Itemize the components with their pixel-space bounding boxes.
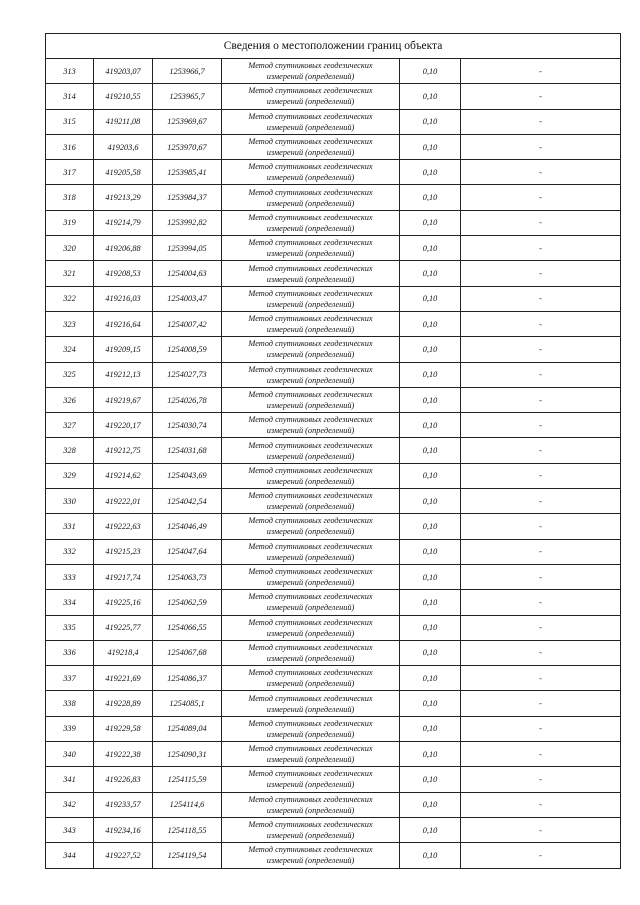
- table-row: [46, 539, 621, 564]
- method-cell: [222, 236, 400, 261]
- title-row: [46, 34, 621, 59]
- table-row: [46, 236, 621, 261]
- table-row: [46, 210, 621, 235]
- coord-y-cell: 1254090,31: [153, 742, 222, 767]
- method-line-1: Метод спутниковых геодезических: [248, 769, 373, 779]
- table-row: [46, 716, 621, 741]
- coord-y-cell: 1254115,59: [153, 767, 222, 792]
- table-row: [46, 311, 621, 336]
- coord-y-cell: 1254114,6: [153, 792, 222, 817]
- coord-x-cell: 419203,07: [94, 59, 153, 84]
- table-row: [46, 438, 621, 463]
- point-number-cell: 316: [46, 134, 94, 159]
- point-number-cell: 335: [46, 615, 94, 640]
- method-line-2: измерений (определений): [266, 502, 355, 512]
- method-cell: [222, 489, 400, 514]
- method-line-1: Метод спутниковых геодезических: [248, 642, 373, 652]
- description-cell: -: [461, 109, 621, 134]
- method-line-1: Метод спутниковых геодезических: [248, 288, 373, 298]
- accuracy-cell: 0,10: [400, 185, 461, 210]
- description-cell: -: [461, 311, 621, 336]
- accuracy-cell: 0,10: [400, 261, 461, 286]
- coord-x-cell: 419226,83: [94, 767, 153, 792]
- description-cell: -: [461, 463, 621, 488]
- table-row: [46, 590, 621, 615]
- accuracy-cell: 0,10: [400, 792, 461, 817]
- method-cell: [222, 134, 400, 159]
- method-cell: [222, 286, 400, 311]
- point-number-cell: 317: [46, 160, 94, 185]
- coord-y-cell: 1253994,05: [153, 236, 222, 261]
- method-cell: [222, 691, 400, 716]
- method-line-1: Метод спутниковых геодезических: [248, 845, 373, 855]
- coord-y-cell: 1253984,37: [153, 185, 222, 210]
- method-line-2: измерений (определений): [266, 426, 355, 436]
- method-line-1: Метод спутниковых геодезических: [248, 491, 373, 501]
- method-cell: [222, 362, 400, 387]
- method-line-2: измерений (определений): [266, 299, 355, 309]
- point-number-cell: 324: [46, 337, 94, 362]
- point-number-cell: 339: [46, 716, 94, 741]
- table-title: Сведения о местоположении границ объекта: [46, 34, 621, 59]
- accuracy-cell: 0,10: [400, 337, 461, 362]
- method-line-1: Метод спутниковых геодезических: [248, 465, 373, 475]
- method-cell: [222, 261, 400, 286]
- method-cell: [222, 716, 400, 741]
- coord-y-cell: 1253985,41: [153, 160, 222, 185]
- table-row: [46, 362, 621, 387]
- method-line-2: измерений (определений): [266, 856, 355, 866]
- coord-x-cell: 419222,01: [94, 489, 153, 514]
- description-cell: -: [461, 817, 621, 842]
- method-line-2: измерений (определений): [266, 628, 355, 638]
- method-cell: [222, 817, 400, 842]
- coord-x-cell: 419228,89: [94, 691, 153, 716]
- point-number-cell: 313: [46, 59, 94, 84]
- method-cell: [222, 463, 400, 488]
- table-row: [46, 615, 621, 640]
- point-number-cell: 338: [46, 691, 94, 716]
- coord-y-cell: 1253965,7: [153, 84, 222, 109]
- description-cell: -: [461, 590, 621, 615]
- method-cell: [222, 59, 400, 84]
- coord-x-cell: 419222,63: [94, 514, 153, 539]
- coord-y-cell: 1254026,78: [153, 387, 222, 412]
- coord-y-cell: 1253966,7: [153, 59, 222, 84]
- description-cell: -: [461, 564, 621, 589]
- coord-y-cell: 1254066,55: [153, 615, 222, 640]
- point-number-cell: 332: [46, 539, 94, 564]
- method-cell: [222, 742, 400, 767]
- description-cell: -: [461, 210, 621, 235]
- coord-x-cell: 419219,67: [94, 387, 153, 412]
- coord-x-cell: 419212,75: [94, 438, 153, 463]
- description-cell: -: [461, 615, 621, 640]
- coord-x-cell: 419212,13: [94, 362, 153, 387]
- method-line-2: измерений (определений): [266, 578, 355, 588]
- accuracy-cell: 0,10: [400, 742, 461, 767]
- method-cell: [222, 590, 400, 615]
- coord-x-cell: 419208,53: [94, 261, 153, 286]
- description-cell: -: [461, 362, 621, 387]
- method-line-2: измерений (определений): [266, 198, 355, 208]
- method-cell: [222, 413, 400, 438]
- coord-y-cell: 1254031,68: [153, 438, 222, 463]
- coord-x-cell: 419225,77: [94, 615, 153, 640]
- accuracy-cell: 0,10: [400, 767, 461, 792]
- point-number-cell: 325: [46, 362, 94, 387]
- description-cell: -: [461, 185, 621, 210]
- coord-y-cell: 1253992,82: [153, 210, 222, 235]
- table-row: [46, 109, 621, 134]
- method-line-1: Метод спутниковых геодезических: [248, 86, 373, 96]
- method-cell: [222, 387, 400, 412]
- description-cell: -: [461, 337, 621, 362]
- description-cell: -: [461, 514, 621, 539]
- table-row: [46, 666, 621, 691]
- coord-y-cell: 1254004,63: [153, 261, 222, 286]
- point-number-cell: 318: [46, 185, 94, 210]
- method-line-1: Метод спутниковых геодезических: [248, 137, 373, 147]
- method-cell: [222, 615, 400, 640]
- accuracy-cell: 0,10: [400, 640, 461, 665]
- accuracy-cell: 0,10: [400, 413, 461, 438]
- table-row: [46, 337, 621, 362]
- method-line-1: Метод спутниковых геодезических: [248, 617, 373, 627]
- coord-y-cell: 1254062,59: [153, 590, 222, 615]
- table-row: [46, 817, 621, 842]
- coord-y-cell: 1254047,64: [153, 539, 222, 564]
- coord-x-cell: 419205,58: [94, 160, 153, 185]
- point-number-cell: 333: [46, 564, 94, 589]
- method-cell: [222, 210, 400, 235]
- method-line-2: измерений (определений): [266, 704, 355, 714]
- method-line-1: Метод спутниковых геодезических: [248, 440, 373, 450]
- method-line-2: измерений (определений): [266, 173, 355, 183]
- method-line-2: измерений (определений): [266, 755, 355, 765]
- coord-x-cell: 419211,08: [94, 109, 153, 134]
- point-number-cell: 337: [46, 666, 94, 691]
- table-row: [46, 742, 621, 767]
- description-cell: -: [461, 261, 621, 286]
- method-cell: [222, 84, 400, 109]
- description-cell: -: [461, 767, 621, 792]
- description-cell: -: [461, 387, 621, 412]
- method-line-1: Метод спутниковых геодезических: [248, 364, 373, 374]
- coord-x-cell: 419233,57: [94, 792, 153, 817]
- accuracy-cell: 0,10: [400, 539, 461, 564]
- coord-y-cell: 1254007,42: [153, 311, 222, 336]
- method-line-1: Метод спутниковых геодезических: [248, 187, 373, 197]
- table-row: [46, 261, 621, 286]
- point-number-cell: 341: [46, 767, 94, 792]
- coord-y-cell: 1254042,54: [153, 489, 222, 514]
- point-number-cell: 340: [46, 742, 94, 767]
- point-number-cell: 343: [46, 817, 94, 842]
- method-line-2: измерений (определений): [266, 223, 355, 233]
- coord-x-cell: 419203,6: [94, 134, 153, 159]
- method-line-1: Метод спутниковых геодезических: [248, 314, 373, 324]
- point-number-cell: 328: [46, 438, 94, 463]
- accuracy-cell: 0,10: [400, 387, 461, 412]
- point-number-cell: 344: [46, 843, 94, 868]
- coord-y-cell: 1254008,59: [153, 337, 222, 362]
- point-number-cell: 326: [46, 387, 94, 412]
- description-cell: -: [461, 160, 621, 185]
- coord-x-cell: 419209,15: [94, 337, 153, 362]
- coord-x-cell: 419222,38: [94, 742, 153, 767]
- accuracy-cell: 0,10: [400, 843, 461, 868]
- coord-x-cell: 419214,62: [94, 463, 153, 488]
- boundary-points-sheet: [45, 33, 620, 869]
- description-cell: -: [461, 134, 621, 159]
- accuracy-cell: 0,10: [400, 84, 461, 109]
- description-cell: -: [461, 236, 621, 261]
- method-line-1: Метод спутниковых геодезических: [248, 263, 373, 273]
- method-line-2: измерений (определений): [266, 97, 355, 107]
- point-number-cell: 331: [46, 514, 94, 539]
- table-row: [46, 286, 621, 311]
- method-cell: [222, 160, 400, 185]
- coord-x-cell: 419210,55: [94, 84, 153, 109]
- method-cell: [222, 185, 400, 210]
- method-line-2: измерений (определений): [266, 401, 355, 410]
- method-line-2: измерений (определений): [266, 653, 355, 663]
- point-number-cell: 327: [46, 413, 94, 438]
- accuracy-cell: 0,10: [400, 160, 461, 185]
- method-line-1: Метод спутниковых геодезических: [248, 61, 373, 71]
- table-body: [46, 34, 621, 869]
- method-line-2: измерений (определений): [266, 249, 355, 259]
- description-cell: -: [461, 716, 621, 741]
- method-cell: [222, 337, 400, 362]
- method-line-2: измерений (определений): [266, 679, 355, 689]
- coord-y-cell: 1254086,37: [153, 666, 222, 691]
- method-line-1: Метод спутниковых геодезических: [248, 111, 373, 121]
- description-cell: -: [461, 640, 621, 665]
- method-line-2: измерений (определений): [266, 451, 355, 461]
- method-cell: [222, 640, 400, 665]
- coord-y-cell: 1254089,04: [153, 716, 222, 741]
- method-cell: [222, 666, 400, 691]
- coord-x-cell: 419218,4: [94, 640, 153, 665]
- accuracy-cell: 0,10: [400, 817, 461, 842]
- accuracy-cell: 0,10: [400, 109, 461, 134]
- coord-x-cell: 419229,58: [94, 716, 153, 741]
- point-number-cell: 342: [46, 792, 94, 817]
- table-row: [46, 489, 621, 514]
- accuracy-cell: 0,10: [400, 311, 461, 336]
- method-line-2: измерений (определений): [266, 527, 355, 537]
- method-line-2: измерений (определений): [266, 72, 355, 82]
- accuracy-cell: 0,10: [400, 210, 461, 235]
- method-line-1: Метод спутниковых геодезических: [248, 339, 373, 349]
- coord-x-cell: 419216,03: [94, 286, 153, 311]
- method-cell: [222, 109, 400, 134]
- table-row: [46, 185, 621, 210]
- method-line-2: измерений (определений): [266, 148, 355, 158]
- table-row: [46, 564, 621, 589]
- method-cell: [222, 843, 400, 868]
- coord-x-cell: 419225,16: [94, 590, 153, 615]
- method-line-2: измерений (определений): [266, 350, 355, 360]
- method-line-2: измерений (определений): [266, 274, 355, 284]
- description-cell: -: [461, 286, 621, 311]
- coord-y-cell: 1254067,68: [153, 640, 222, 665]
- table-row: [46, 514, 621, 539]
- coord-x-cell: 419227,52: [94, 843, 153, 868]
- table-row: [46, 691, 621, 716]
- method-line-1: Метод спутниковых геодезических: [248, 668, 373, 678]
- coord-y-cell: 1254003,47: [153, 286, 222, 311]
- accuracy-cell: 0,10: [400, 489, 461, 514]
- table-row: [46, 134, 621, 159]
- coord-y-cell: 1254085,1: [153, 691, 222, 716]
- method-cell: [222, 311, 400, 336]
- point-number-cell: 323: [46, 311, 94, 336]
- coord-y-cell: 1254119,54: [153, 843, 222, 868]
- method-cell: [222, 792, 400, 817]
- table-row: [46, 413, 621, 438]
- method-line-1: Метод спутниковых геодезических: [248, 567, 373, 577]
- method-line-1: Метод спутниковых геодезических: [248, 415, 373, 425]
- boundary-points-table: [45, 33, 621, 869]
- point-number-cell: 336: [46, 640, 94, 665]
- method-line-1: Метод спутниковых геодезических: [248, 744, 373, 754]
- point-number-cell: 330: [46, 489, 94, 514]
- method-line-1: Метод спутниковых геодезических: [248, 592, 373, 602]
- method-line-1: Метод спутниковых геодезических: [248, 212, 373, 222]
- coord-y-cell: 1254027,73: [153, 362, 222, 387]
- description-cell: -: [461, 413, 621, 438]
- accuracy-cell: 0,10: [400, 59, 461, 84]
- coord-y-cell: 1253969,67: [153, 109, 222, 134]
- point-number-cell: 321: [46, 261, 94, 286]
- description-cell: -: [461, 742, 621, 767]
- method-cell: [222, 564, 400, 589]
- accuracy-cell: 0,10: [400, 438, 461, 463]
- method-line-2: измерений (определений): [266, 476, 355, 486]
- coord-y-cell: 1254046,49: [153, 514, 222, 539]
- point-number-cell: 320: [46, 236, 94, 261]
- table-row: [46, 843, 621, 868]
- table-row: [46, 59, 621, 84]
- coord-y-cell: 1253970,67: [153, 134, 222, 159]
- table-row: [46, 767, 621, 792]
- description-cell: -: [461, 666, 621, 691]
- description-cell: -: [461, 691, 621, 716]
- method-line-1: Метод спутниковых геодезических: [248, 238, 373, 248]
- method-line-1: Метод спутниковых геодезических: [248, 541, 373, 551]
- method-line-1: Метод спутниковых геодезических: [248, 718, 373, 728]
- description-cell: -: [461, 438, 621, 463]
- accuracy-cell: 0,10: [400, 564, 461, 589]
- coord-x-cell: 419206,88: [94, 236, 153, 261]
- description-cell: -: [461, 843, 621, 868]
- coord-x-cell: 419234,16: [94, 817, 153, 842]
- table-row: [46, 84, 621, 109]
- description-cell: -: [461, 792, 621, 817]
- accuracy-cell: 0,10: [400, 590, 461, 615]
- method-cell: [222, 767, 400, 792]
- coord-y-cell: 1254030,74: [153, 413, 222, 438]
- method-cell: [222, 514, 400, 539]
- coord-x-cell: 419220,17: [94, 413, 153, 438]
- accuracy-cell: 0,10: [400, 236, 461, 261]
- point-number-cell: 322: [46, 286, 94, 311]
- accuracy-cell: 0,10: [400, 134, 461, 159]
- coord-y-cell: 1254118,55: [153, 817, 222, 842]
- coord-x-cell: 419213,29: [94, 185, 153, 210]
- coord-y-cell: 1254043,69: [153, 463, 222, 488]
- coord-x-cell: 419216,64: [94, 311, 153, 336]
- method-line-2: измерений (определений): [266, 552, 355, 562]
- method-line-2: измерений (определений): [266, 325, 355, 335]
- table-row: [46, 387, 621, 412]
- method-line-2: измерений (определений): [266, 831, 355, 841]
- accuracy-cell: 0,10: [400, 286, 461, 311]
- method-line-1: Метод спутниковых геодезических: [248, 516, 373, 526]
- method-line-1: Метод спутниковых геодезических: [248, 162, 373, 172]
- accuracy-cell: 0,10: [400, 514, 461, 539]
- accuracy-cell: 0,10: [400, 716, 461, 741]
- method-line-2: измерений (определений): [266, 780, 355, 790]
- coord-x-cell: 419217,74: [94, 564, 153, 589]
- accuracy-cell: 0,10: [400, 463, 461, 488]
- method-cell: [222, 438, 400, 463]
- description-cell: -: [461, 539, 621, 564]
- method-line-1: Метод спутниковых геодезических: [248, 390, 373, 399]
- point-number-cell: 329: [46, 463, 94, 488]
- method-line-2: измерений (определений): [266, 122, 355, 132]
- accuracy-cell: 0,10: [400, 362, 461, 387]
- method-line-1: Метод спутниковых геодезических: [248, 693, 373, 703]
- description-cell: -: [461, 84, 621, 109]
- method-line-2: измерений (определений): [266, 375, 355, 385]
- table-row: [46, 640, 621, 665]
- accuracy-cell: 0,10: [400, 615, 461, 640]
- description-cell: -: [461, 59, 621, 84]
- coord-y-cell: 1254063,73: [153, 564, 222, 589]
- method-line-1: Метод спутниковых геодезических: [248, 794, 373, 804]
- method-line-1: Метод спутниковых геодезических: [248, 820, 373, 830]
- method-cell: [222, 539, 400, 564]
- method-line-2: измерений (определений): [266, 805, 355, 815]
- accuracy-cell: 0,10: [400, 691, 461, 716]
- method-line-2: измерений (определений): [266, 729, 355, 739]
- accuracy-cell: 0,10: [400, 666, 461, 691]
- point-number-cell: 319: [46, 210, 94, 235]
- point-number-cell: 314: [46, 84, 94, 109]
- method-line-2: измерений (определений): [266, 603, 355, 613]
- point-number-cell: 334: [46, 590, 94, 615]
- table-row: [46, 160, 621, 185]
- coord-x-cell: 419214,79: [94, 210, 153, 235]
- coord-x-cell: 419215,23: [94, 539, 153, 564]
- coord-x-cell: 419221,69: [94, 666, 153, 691]
- description-cell: -: [461, 489, 621, 514]
- table-row: [46, 463, 621, 488]
- table-row: [46, 792, 621, 817]
- point-number-cell: 315: [46, 109, 94, 134]
